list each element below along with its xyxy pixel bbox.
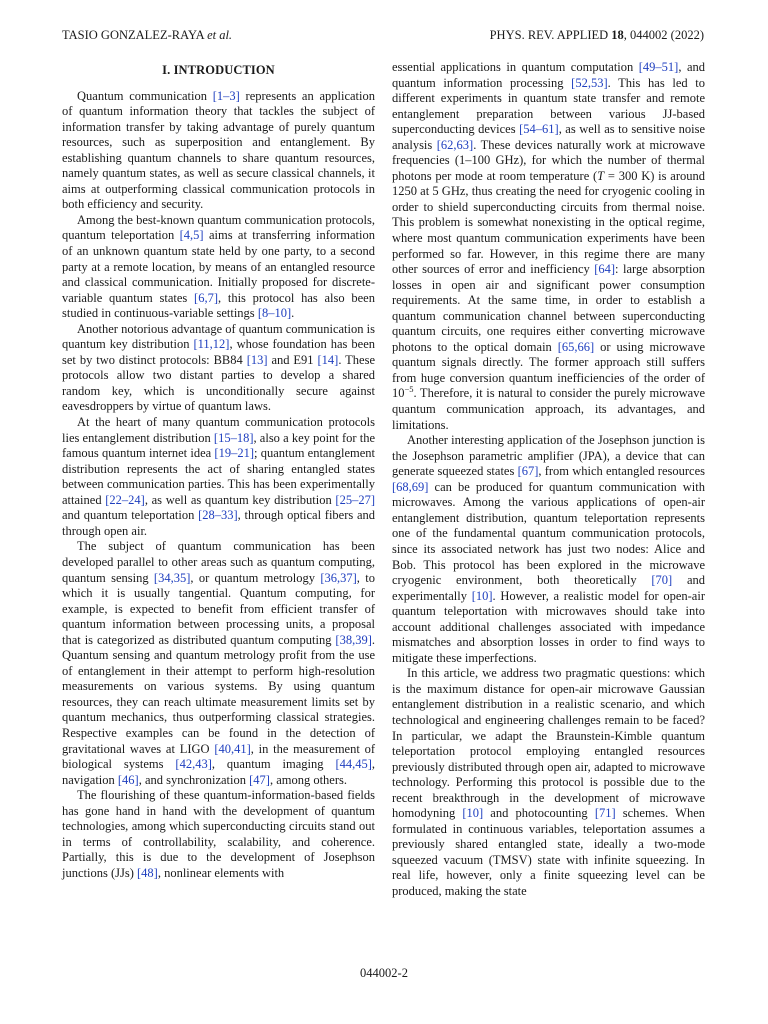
citation-link[interactable]: [47] bbox=[249, 772, 270, 787]
paragraph bbox=[62, 788, 375, 881]
text-run: aims at transferring information of an unknown quantum state held by one party, to a second party at a remote location, by means of an entangled resource and classical communication. Initially proposed for discrete-variable quantum states bbox=[62, 228, 375, 305]
text-run: Another notorious advantage of quantum communication is quantum key distribution bbox=[62, 321, 375, 352]
text-run: , quantum imaging bbox=[211, 757, 336, 772]
text-run: At the heart of many quantum communication protocols lies entanglement distribution bbox=[62, 415, 375, 445]
citation-link[interactable]: [6,7] bbox=[194, 290, 218, 305]
text-run: schemes. When formulated in continuous variables, teleportation assumes a previously shared entangled state, ideally a two-mode squeezed vacuum (TMSV) state with infinite squeezing. In real life, however, only a finite squeezing level can be produced, making the state bbox=[392, 806, 705, 898]
text-run: and quantum teleportation bbox=[62, 508, 199, 523]
journal-name: PHYS. REV. APPLIED bbox=[489, 28, 609, 42]
author-name: TASIO GONZALEZ-RAYA bbox=[62, 28, 204, 42]
citation-link[interactable]: [14] bbox=[317, 352, 339, 367]
citation-link[interactable]: [19–21] bbox=[214, 446, 254, 461]
text-run: . However, a realistic model for open-air quantum teleportation with microwaves should take into account additional challenges associated with impedance mismatches and absorption losses in order to find ways to mitigate these imperfections. bbox=[392, 588, 705, 665]
citation-link[interactable]: [52,53] bbox=[571, 75, 608, 90]
right-column bbox=[392, 60, 705, 900]
citation-link[interactable]: [10] bbox=[471, 588, 493, 603]
text-run: and experimentally bbox=[392, 573, 705, 603]
running-head-journal bbox=[490, 28, 704, 46]
text-run: and E91 bbox=[267, 352, 318, 367]
citation-link[interactable]: [15–18] bbox=[213, 430, 254, 445]
citation-link[interactable]: [40,41] bbox=[214, 741, 251, 756]
paragraph bbox=[62, 89, 375, 213]
journal-issue-year: , 044002 (2022) bbox=[623, 28, 704, 42]
citation-link[interactable]: [25–27] bbox=[335, 492, 375, 507]
section-heading: I. INTRODUCTION bbox=[162, 63, 275, 77]
author-et-al: et al. bbox=[207, 28, 233, 42]
text-run: , through optical fibers and through open air. bbox=[62, 508, 375, 538]
text-run: essential applications in quantum computation bbox=[392, 60, 639, 74]
text-run: , also a key point for the famous quantum internet idea bbox=[62, 430, 375, 461]
journal-volume: 18 bbox=[611, 28, 624, 42]
text-run: represents an application of quantum information theory that tackles the subject of information transfer by taking advantage of purely quantum resources, such as superposition and entanglement. By establishing quantum channels to share quantum resources, namely quantum states, as well as secure classical channels, it aims at outperforming classical communication protocols in both efficiency and security. bbox=[62, 88, 375, 212]
text-run: or using microwave quantum signals directly. The former approach still suffers from huge conversion quantum inefficiencies of the order of 10 bbox=[392, 339, 706, 401]
citation-link[interactable]: [65,66] bbox=[557, 339, 595, 354]
citation-link[interactable]: [4,5] bbox=[179, 228, 204, 243]
text-run: . Therefore, it is natural to consider the purely microwave quantum communication approach, its advantages, and limitations. bbox=[392, 386, 705, 432]
text-run: , or quantum metrology bbox=[190, 570, 321, 585]
citation-link[interactable]: [38,39] bbox=[335, 632, 372, 647]
text-run: , among others. bbox=[269, 772, 348, 787]
paragraph bbox=[392, 433, 705, 666]
text-run: , as well as to sensitive noise analysis bbox=[392, 122, 705, 152]
text-run: , whose foundation has been set by two distinct protocols: BB84 bbox=[62, 337, 375, 367]
text-run: Quantum communication bbox=[77, 88, 213, 103]
text-run: , navigation bbox=[62, 757, 376, 787]
paragraph bbox=[392, 666, 705, 899]
left-column bbox=[62, 60, 375, 881]
page-number: 044002-2 bbox=[360, 966, 408, 980]
text-run: . bbox=[291, 306, 295, 321]
citation-link[interactable]: [8–10] bbox=[257, 306, 292, 321]
citation-link[interactable]: [68,69] bbox=[392, 479, 429, 494]
citation-link[interactable]: [42,43] bbox=[175, 757, 212, 772]
text-run: and photocounting bbox=[483, 806, 595, 821]
text-run: The subject of quantum communication has been developed parallel to other areas such as quantum computing, quantum sensing bbox=[62, 539, 375, 585]
citation-link[interactable]: [54–61] bbox=[519, 122, 559, 137]
citation-link[interactable]: [67] bbox=[517, 464, 539, 479]
citation-link[interactable]: [70] bbox=[651, 573, 673, 588]
citation-link[interactable]: [64] bbox=[594, 262, 616, 277]
running-head bbox=[62, 28, 704, 46]
citation-link[interactable]: [71] bbox=[594, 806, 616, 821]
citation-link[interactable]: [44,45] bbox=[335, 757, 372, 772]
text-run: : large absorption losses in open air and significant power consumption requirements. At the same time, in order to establish a quantum communication channel between superconducting quantum circuits, one requires either converting microwave photons to the optical domain bbox=[392, 262, 705, 354]
text-run: . These devices naturally work at microwave frequencies (1–100 GHz), for which the number of thermal photons per mode at room temperature ( bbox=[392, 137, 705, 183]
text-run: . This has led to different experiments in quantum state transfer and remote entanglement preparation between various JJ-based superconducting devices bbox=[392, 75, 705, 137]
text-run: , this protocol has also been studied in continuous-variable settings bbox=[62, 290, 375, 321]
paragraph bbox=[392, 60, 705, 433]
math-variable: T bbox=[597, 168, 605, 183]
citation-link[interactable]: [34,35] bbox=[153, 570, 191, 585]
text-run: , and quantum information processing bbox=[392, 60, 705, 90]
text-run: , as well as quantum key distribution bbox=[144, 492, 336, 507]
citation-link[interactable]: [36,37] bbox=[320, 570, 357, 585]
text-run: Among the best-known quantum communication protocols, quantum teleportation bbox=[62, 212, 375, 243]
text-run: . Quantum sensing and quantum metrology profit from the use of entanglement in their attempt to perform high-resolution measurements on various systems. By using quantum resources, they can reach ultimate measurement limits set by quantum mechanics, thus outperforming classical strategies. Respective examples can be found in the detection of gravitational waves at LIGO bbox=[62, 632, 375, 756]
running-head-author bbox=[62, 28, 232, 46]
text-run: In this article, we address two pragmatic questions: which is the maximum distance for open-air microwave Gaussian entanglement distribution in a realistic scenario, and which technological and engineering challenges remain to be faced? In particular, we adapt the Braunstein-Kimble quantum teleportation protocol employing entangled resources previously distributed through open air, adapted to microwave technology. Performing this protocol is possible due to the recent breakthrough in the development of microwave homodyning bbox=[392, 666, 705, 821]
paragraph bbox=[62, 213, 375, 322]
text-run: , from which entangled resources bbox=[538, 464, 706, 479]
text-run: ; quantum entanglement distribution represents the act of sharing entangled states between communication parties. This has been experimentally attained bbox=[62, 446, 375, 507]
text-run: Another interesting application of the Josephson junction is the Josephson parametric amplifier (JPA), a device that can generate squeezed states bbox=[392, 433, 705, 479]
text-run: , nonlinear elements with bbox=[157, 865, 285, 880]
text-run: The flourishing of these quantum-information-based fields has gone hand in hand with the development of quantum technologies, among which superconducting circuits stand out in terms of controllability, scalability, and coherence. Partially, this is due to the development of Josephson junctions (JJs) bbox=[62, 788, 375, 880]
text-run: , and synchronization bbox=[138, 772, 250, 787]
text-run: . These protocols allow two distant parties to develop a shared random key, which is unconditionally secure against eavesdroppers by virtue of quantum laws. bbox=[62, 352, 376, 414]
superscript: −5 bbox=[404, 384, 414, 395]
citation-link[interactable]: [48] bbox=[137, 865, 158, 880]
text-run: , to which it is usually tangential. Quantum computing, for example, is expected to benefit from efficient transfer of quantum information between processing units, a proposal that is categorized as distributed quantum computing bbox=[62, 570, 375, 647]
citation-link[interactable]: [1–3] bbox=[212, 88, 240, 103]
text-run: , in the measurement of biological systems bbox=[62, 741, 375, 772]
citation-link[interactable]: [11,12] bbox=[193, 337, 230, 352]
text-run: can be produced for quantum communication with microwaves. Among the various applications of open-air entanglement distribution, quantum teleportation represents one of the fundamental quantum communication protocols, since its associated network has just two nodes: Alice and Bob. This protocol has been explored in the microwave cryogenic environment, both theoretically bbox=[392, 479, 705, 588]
citation-link[interactable]: [13] bbox=[246, 352, 268, 367]
citation-link[interactable]: [10] bbox=[462, 806, 484, 821]
paragraph bbox=[62, 539, 375, 788]
paragraph bbox=[62, 322, 375, 415]
paragraph bbox=[62, 415, 375, 539]
citation-link[interactable]: [62,63] bbox=[436, 137, 474, 152]
citation-link[interactable]: [49–51] bbox=[638, 60, 679, 74]
citation-link[interactable]: [46] bbox=[117, 772, 139, 787]
citation-link[interactable]: [28–33] bbox=[198, 508, 238, 523]
citation-link[interactable]: [22–24] bbox=[105, 492, 145, 507]
text-run: = 300 K) is around 1250 at 5 GHz, thus creating the need for cryogenic cooling in order to shield superconducting circuits from thermal noise. This problem is somewhat nonexisting in the optical regime, where most quantum communication experiments have been performed so far. However, in this regime there are many other sources of error and inefficiency bbox=[392, 168, 705, 277]
